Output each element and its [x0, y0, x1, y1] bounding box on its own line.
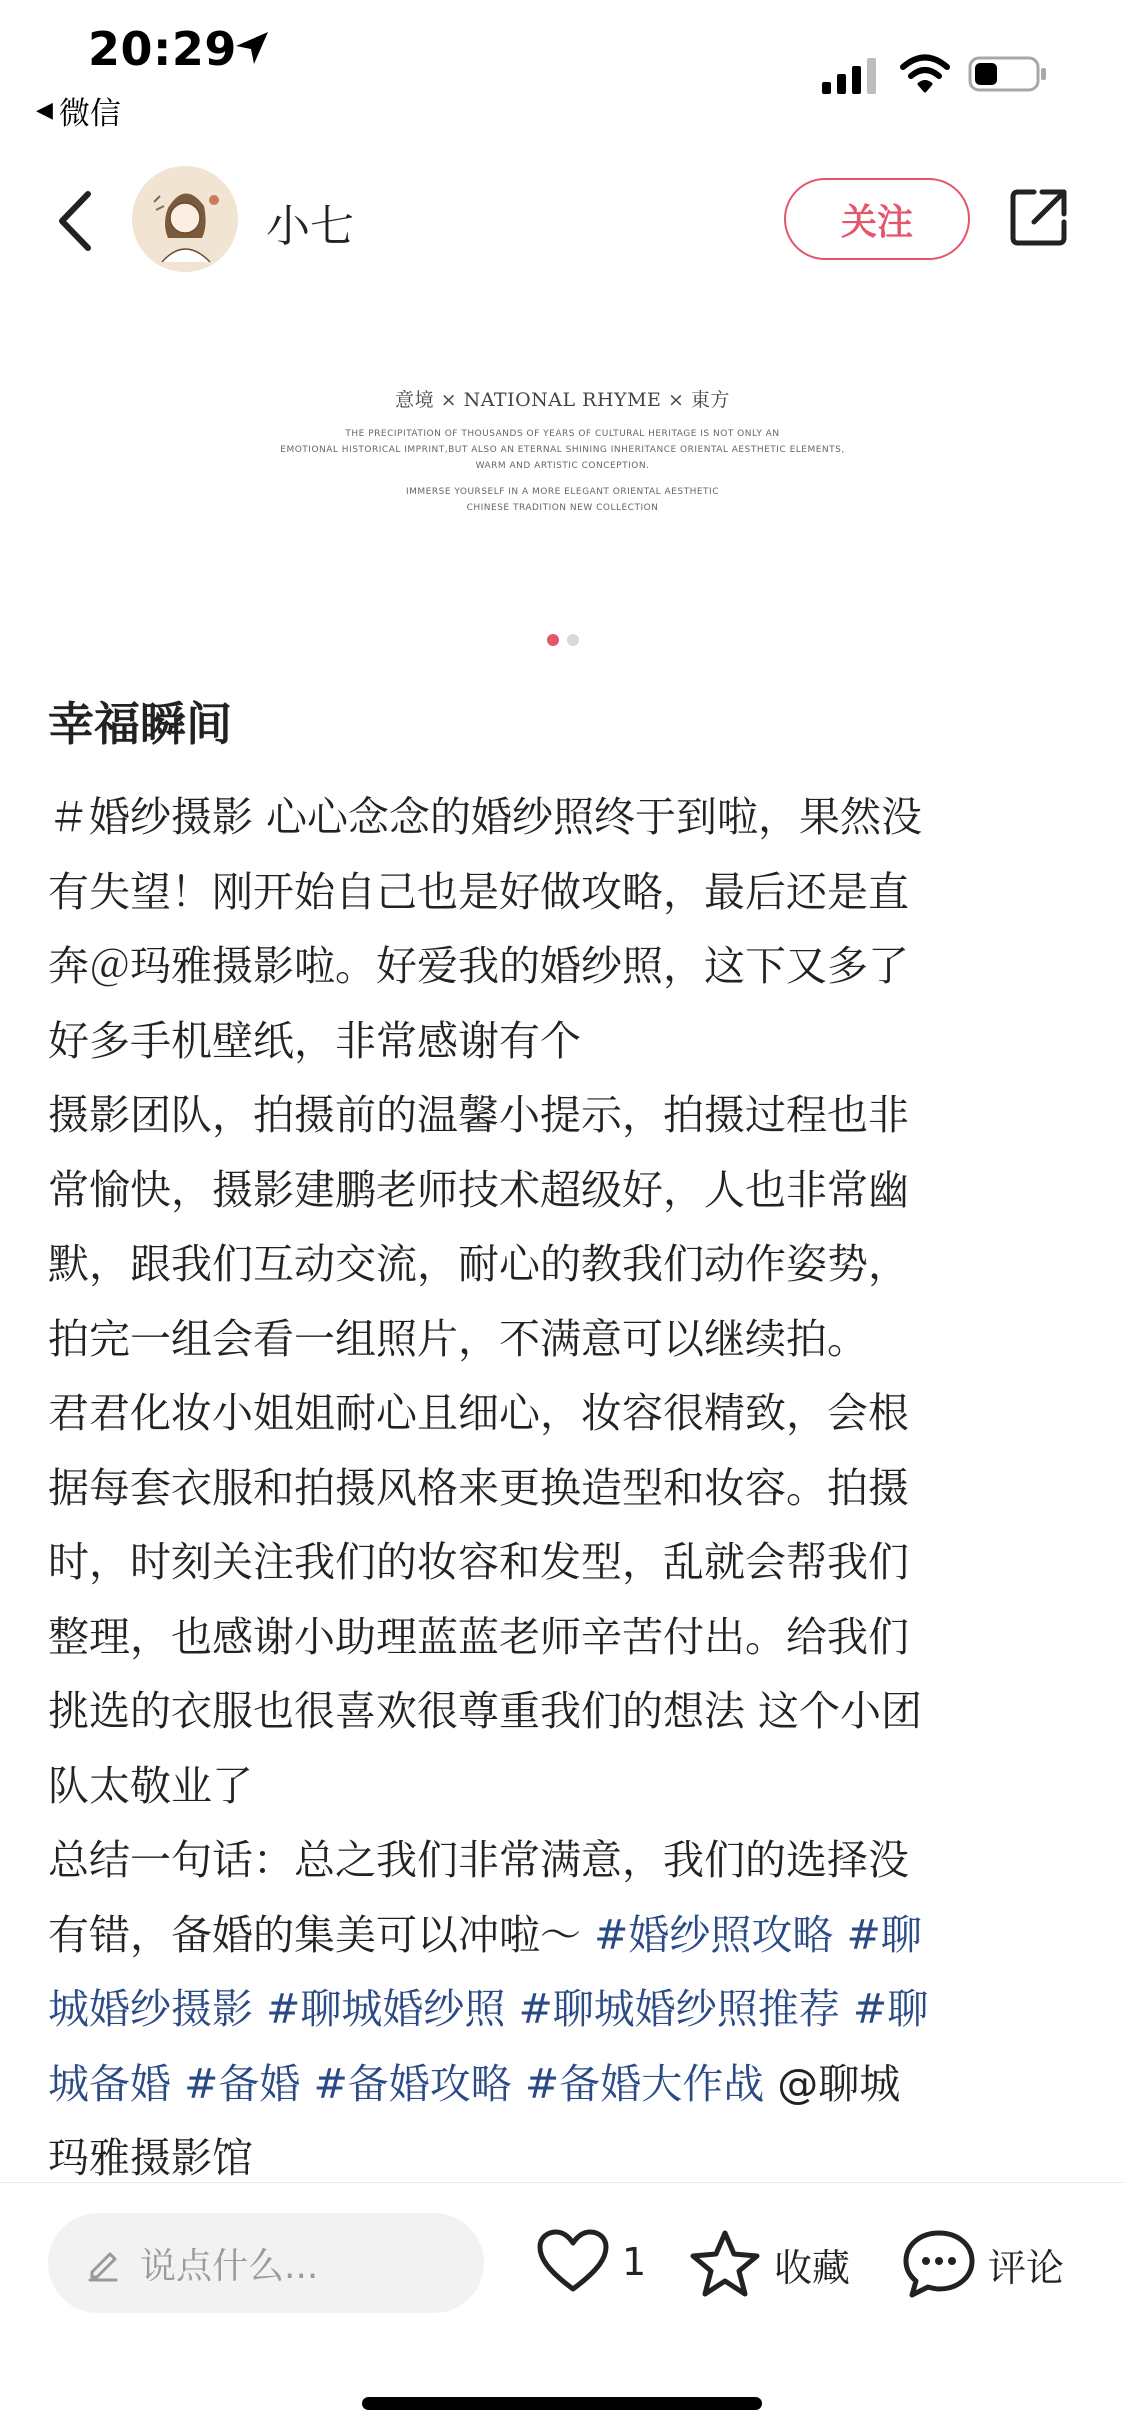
signal-icon [820, 56, 880, 96]
post-text: 有错，备婚的集美可以冲啦～ [48, 1910, 595, 1959]
post-text: 整理，也感谢小助理蓝蓝老师辛苦付出。给我们 [48, 1612, 909, 1661]
post-body-line [48, 1674, 1082, 1749]
star-icon [688, 2229, 762, 2299]
banner-line: THE PRECIPITATION OF THOUSANDS OF YEARS OF CULTURAL HERITAGE IS NOT ONLY AN [345, 428, 780, 439]
hashtag-link[interactable]: #聊 [846, 1910, 922, 1959]
post-text: 时，时刻关注我们的妆容和发型，乱就会帮我们 [48, 1538, 909, 1586]
comment-input[interactable] [48, 2213, 484, 2313]
post-text: 总结一句话：总之我们非常满意，我们的选择没 [48, 1836, 909, 1884]
post-text: ＃婚纱摄影 心心念念的婚纱照终于到啦，果然没 [48, 793, 923, 841]
comment-button[interactable] [902, 2229, 1064, 2299]
back-arrow-icon[interactable] [50, 186, 100, 256]
hashtag-link[interactable]: #聊 [852, 1985, 929, 2033]
post-body-line [48, 1600, 1082, 1675]
hashtag-link[interactable]: 城婚纱摄影 [48, 1985, 253, 2033]
post-text: 据每套衣服和拍摄风格来更换造型和妆容。拍摄 [48, 1463, 909, 1512]
battery-icon [968, 56, 1048, 92]
banner-title: 意境 × NATIONAL RHYME × 東方 [395, 388, 730, 411]
author-name[interactable]: 小七 [266, 201, 354, 252]
banner-line: WARM AND ARTISTIC CONCEPTION. [475, 460, 650, 471]
post-text: @聊城 [764, 2059, 901, 2108]
post-text: 拍完一组会看一组照片，不满意可以继续拍。 [48, 1314, 868, 1363]
post-text [840, 1985, 853, 2033]
carousel-dot [547, 634, 559, 646]
avatar[interactable] [132, 166, 238, 272]
hashtag-link[interactable]: #备婚 [184, 2059, 301, 2108]
banner-line: EMOTIONAL HISTORICAL IMPRINT,BUT ALSO AN ETERNAL SHINING INHERITANCE ORIENTAL AESTHETIC ELEMENTS, [280, 444, 845, 455]
location-arrow-icon [232, 28, 272, 68]
bottom-action-bar [0, 2182, 1125, 2322]
like-button[interactable] [536, 2229, 646, 2295]
post-body-line [48, 1451, 1082, 1526]
favorite-label: 收藏 [774, 2245, 851, 2290]
hashtag-link[interactable]: #聊城婚纱照 [266, 1985, 506, 2033]
post-body-line [48, 1153, 1082, 1228]
post-text: 常愉快，摄影建鹏老师技术超级好，人也非常幽 [48, 1165, 909, 1214]
hashtag-link[interactable]: #备婚大作战 [524, 2059, 765, 2108]
carousel-indicator [0, 634, 1125, 646]
pencil-icon [84, 2244, 122, 2282]
post-body-line [48, 1823, 1082, 1898]
post-title: 幸福瞬间 [48, 697, 232, 751]
post-body-line [48, 1749, 1082, 1824]
post-body-line [48, 2047, 1082, 2122]
hashtag-link[interactable]: 城备婚 [48, 2059, 171, 2108]
post-text [833, 1911, 846, 1959]
post-body-line [48, 1972, 1082, 2047]
post-body-line [48, 1525, 1082, 1600]
post-text: 摄影团队，拍摄前的温馨小提示，拍摄过程也非 [48, 1091, 909, 1139]
hashtag-link[interactable]: #聊城婚纱照推荐 [518, 1985, 840, 2033]
post-body-line [48, 780, 1082, 855]
follow-button[interactable]: 关注 [784, 178, 970, 260]
post-body-line [48, 1376, 1082, 1451]
back-app-label: 微信 [58, 96, 121, 132]
post-text: 玛雅摄影馆 [48, 2134, 253, 2182]
wifi-icon [900, 54, 950, 94]
back-to-app[interactable] [36, 88, 121, 133]
share-icon[interactable] [1008, 186, 1070, 248]
note-image[interactable] [0, 300, 1125, 600]
hashtag-link[interactable]: #婚纱照攻略 [594, 1910, 834, 1959]
post-text: 默，跟我们互动交流，耐心的教我们动作姿势， [48, 1240, 909, 1288]
post-text: 奔＠玛雅摄影啦。好爱我的婚纱照，这下又多了 [48, 942, 909, 990]
post-body-line [48, 1227, 1082, 1302]
banner-line: CHINESE TRADITION NEW COLLECTION [466, 502, 659, 513]
back-triangle-icon: ◀ [36, 98, 53, 123]
post-body-line [48, 855, 1082, 930]
post-text [171, 2060, 184, 2108]
home-indicator[interactable] [362, 2397, 762, 2410]
post-text: 有失望！刚开始自己也是好做攻略，最后还是直 [48, 867, 909, 916]
post-text: 好多手机壁纸，非常感谢有个 [48, 1016, 581, 1065]
post-body-line [48, 1898, 1082, 1973]
status-time: 20:29 [88, 22, 237, 76]
carousel-dot [567, 634, 579, 646]
post-body-line [48, 1302, 1082, 1377]
post-body-line [48, 1004, 1082, 1079]
note-header [0, 160, 1125, 280]
favorite-button[interactable] [688, 2229, 850, 2299]
post-text: 君君化妆小姐姐耐心且细心，妆容很精致，会根 [48, 1389, 909, 1437]
post-text [300, 2060, 313, 2108]
post-body-line [48, 1078, 1082, 1153]
like-count: 1 [622, 2240, 647, 2284]
chat-bubble-icon [902, 2229, 976, 2299]
banner-line: IMMERSE YOURSELF IN A MORE ELEGANT ORIENTAL AESTHETIC [406, 486, 719, 497]
heart-icon [536, 2229, 610, 2295]
hashtag-link[interactable]: #备婚攻略 [313, 2059, 512, 2108]
post-body-line [48, 929, 1082, 1004]
comment-label: 评论 [988, 2245, 1065, 2290]
post-body [48, 780, 1082, 2196]
comment-placeholder: 说点什么... [140, 2245, 319, 2287]
post-text [253, 1985, 266, 2033]
post-text [505, 1985, 518, 2033]
post-text [512, 2060, 525, 2108]
post-text: 挑选的衣服也很喜欢很尊重我们的想法 这个小团 [48, 1687, 923, 1735]
post-text: 队太敬业了 [48, 1761, 253, 1810]
status-bar [0, 0, 1125, 130]
